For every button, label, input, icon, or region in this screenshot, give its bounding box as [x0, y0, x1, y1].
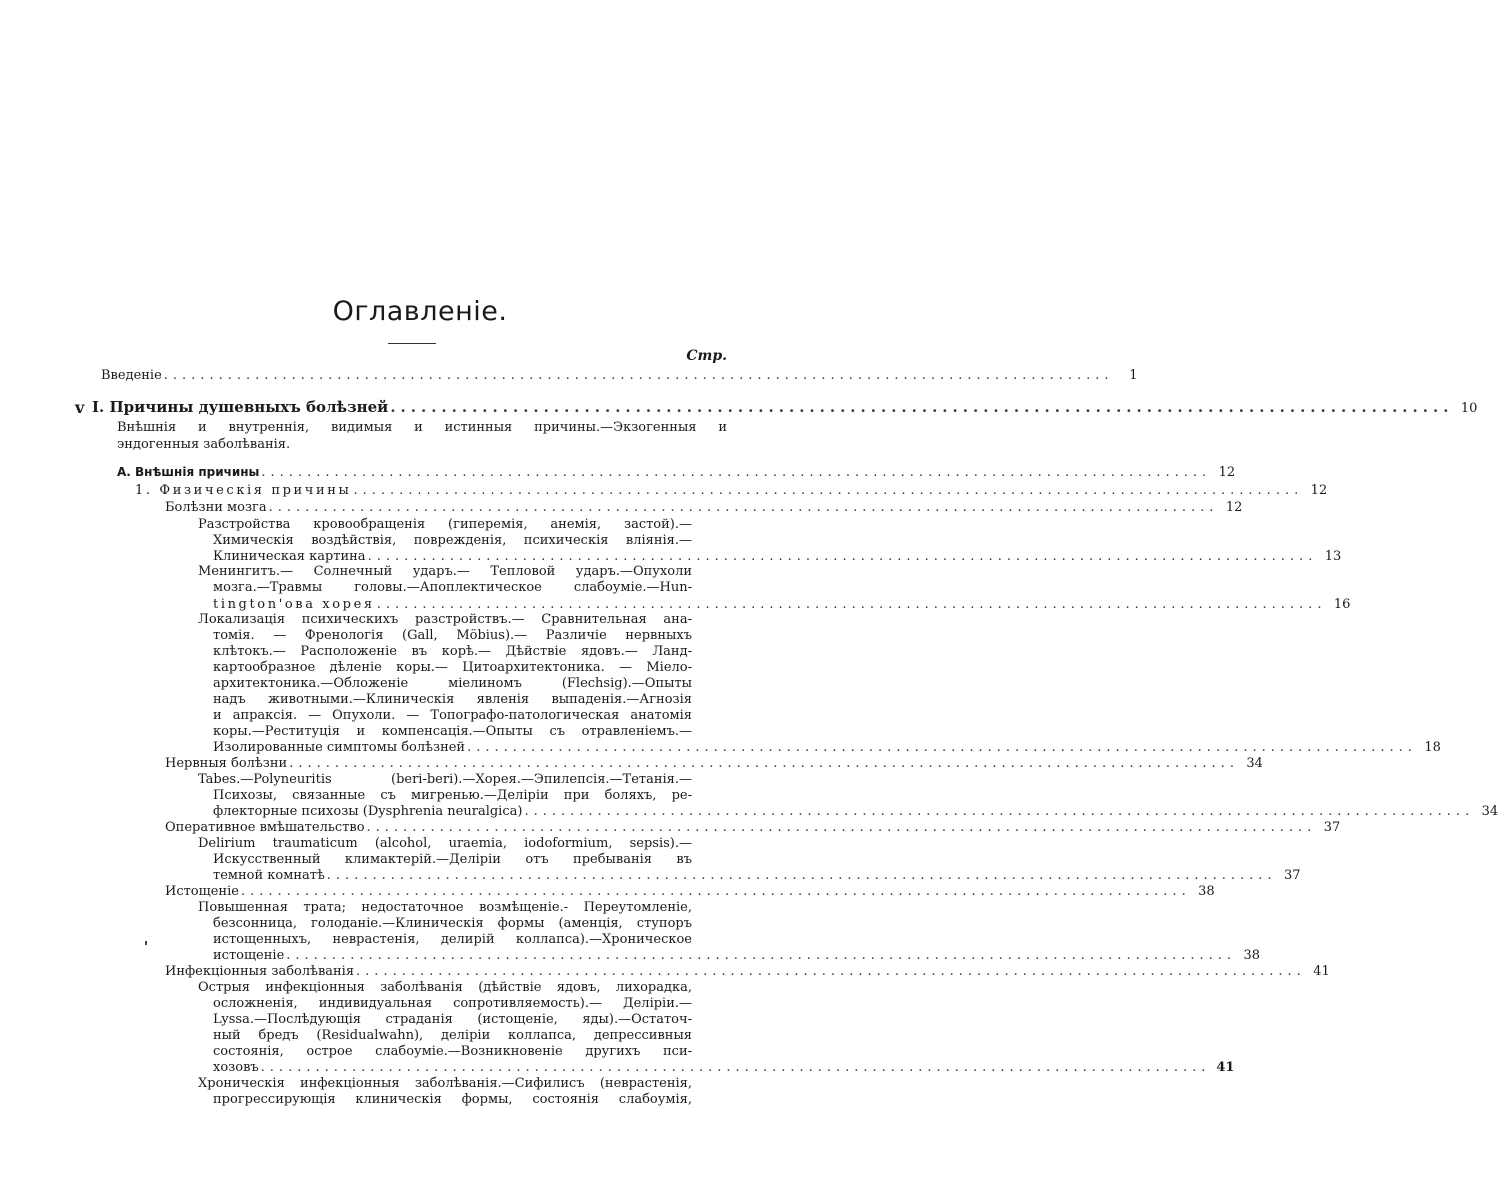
- toc-description-line: Tabes.—Polyneuritis (beri-beri).—Хорея.—Эпилепсія.—Тетанія.—: [198, 772, 692, 787]
- toc-entry-text: А. Внѣшнія причины: [117, 465, 260, 479]
- toc-entry-page: 18: [1424, 740, 1441, 755]
- toc-description-line: надъ животными.—Клиническія явленія выпаденія.—Агнозія: [213, 692, 692, 707]
- toc-description-line: архитектоника.—Обложеніе міелиномъ (Flechsig).—Опыты: [213, 676, 692, 691]
- toc-entry-page: 38: [1243, 948, 1261, 963]
- toc-entry-text: 1. Физическія причины: [135, 483, 352, 498]
- toc-entry-page: 12: [1225, 500, 1243, 515]
- toc-entry-text: Инфекціонныя заболѣванія: [165, 964, 355, 979]
- toc-description-line: Хроническія инфекціонныя заболѣванія.—Сифилисъ (неврастенія,: [198, 1076, 692, 1091]
- leader-dots: ........................................................................................................: [366, 820, 1317, 835]
- check-mark: v: [75, 398, 85, 417]
- toc-entry-text: хозовъ: [213, 1060, 259, 1075]
- toc-description-line: картообразное дѣленіе коры.— Цитоархитектоника. — Міело-: [213, 660, 692, 675]
- toc-description-line: истощенныхъ, неврастенія, делирій коллапса).—Хроническое: [213, 932, 692, 947]
- toc-description-line: Повышенная трата; недостаточное возмѣщеніе.- Переутомленіе,: [198, 900, 692, 915]
- toc-description-line: Психозы, связанные съ мигренью.—Деліріи при боляхъ, ре-: [213, 788, 692, 803]
- toc-entry-page: 12: [1310, 483, 1328, 498]
- toc-entry-text: Болѣзни мозга: [165, 500, 267, 515]
- toc-entry-text: Оперативное вмѣшательство: [165, 820, 365, 835]
- leader-dots: ........................................................................................................: [260, 1060, 1211, 1075]
- toc-entry-text: истощеніе: [213, 948, 285, 963]
- toc-entry-text: флекторные психозы (Dysphrenia neuralgica): [213, 804, 523, 819]
- toc-entry-physical-causes[interactable]: [135, 482, 1328, 500]
- toc-description-line: осложненія, индивидуальная сопротивляемость).— Деліріи.—: [213, 996, 692, 1011]
- toc-entry-section-a[interactable]: [117, 463, 1236, 481]
- toc-description-line: прогрессирующія клиническія формы, состоянія слабоумія,: [213, 1092, 692, 1107]
- toc-entry-page: 41: [1216, 1060, 1235, 1075]
- toc-entry-introduction[interactable]: [101, 367, 1138, 385]
- toc-entry-text: I. Причины душевныхъ болѣзней: [92, 398, 389, 416]
- margin-mark: [145, 941, 147, 945]
- toc-description-line: эндогенныя заболѣванія.: [117, 437, 291, 452]
- leader-dots: ........................................................................................................: [268, 500, 1219, 515]
- toc-description-line: Разстройства кровообращенія (гиперемія, анемія, застой).—: [198, 517, 692, 532]
- toc-description-line: Химическія воздѣйствія, поврежденія, психическія вліянія.—: [213, 533, 692, 548]
- toc-entry-page: 16: [1333, 597, 1351, 612]
- toc-entry-page: 37: [1323, 820, 1341, 835]
- toc-entry-page: 10: [1460, 401, 1478, 416]
- toc-description-line: коры.—Реституція и компенсація.—Опыты съ отравленіемъ.—: [213, 724, 692, 739]
- toc-entry-text: Нервныя болѣзни: [165, 756, 288, 771]
- toc-entry-page: 38: [1198, 884, 1215, 899]
- leader-dots: ........................................................................................................: [367, 549, 1318, 564]
- toc-entry-text: Введеніе: [101, 368, 162, 383]
- leader-dots: ........................................................................................................: [467, 740, 1417, 755]
- leader-dots: ........................................................................................................: [353, 483, 1304, 498]
- leader-dots: ........................................................................................................: [524, 804, 1475, 819]
- toc-description-line: томія. — Френологія (Gall, Möbius).— Различіе нервныхъ: [213, 628, 692, 643]
- title-divider: [388, 343, 436, 344]
- toc-entry-page: 1: [1129, 368, 1138, 383]
- toc-description-line: и апраксія. — Опухоли. — Топографо-патологическая анатомія: [213, 708, 692, 723]
- leader-dots: ........................................................................................................: [390, 398, 1454, 416]
- leader-dots: ........................................................................................................: [286, 948, 1237, 963]
- leader-dots: ........................................................................................................: [163, 368, 1114, 383]
- toc-description-line: Delirium traumaticum (alcohol, uraemia, iodoformium, sepsis).—: [198, 836, 692, 851]
- toc-description-line: ный бредъ (Residualwahn), деліріи коллапса, депрессивныя: [213, 1028, 692, 1043]
- toc-description-line: клѣтокъ.— Расположеніе въ корѣ.— Дѣйствіе ядовъ.— Ланд-: [213, 644, 692, 659]
- leader-dots: ........................................................................................................: [376, 597, 1327, 612]
- leader-dots: ........................................................................................................: [326, 868, 1277, 883]
- toc-description-line: Локализація психическихъ разстройствъ.— Сравнительная ана-: [198, 612, 692, 627]
- toc-description-line: состоянія, острое слабоуміе.—Возникновеніе другихъ пси-: [213, 1044, 692, 1059]
- toc-description-line: Внѣшнія и внутреннія, видимыя и истинныя причины.—Экзогенныя и: [117, 420, 727, 435]
- toc-entry-text: tington'ова хорея: [213, 597, 375, 612]
- toc-entry-page: 41: [1313, 964, 1330, 979]
- toc-entry-page: 12: [1218, 465, 1236, 480]
- toc-description-line: Искусственный климактерій.—Деліріи отъ пребыванія въ: [213, 852, 692, 867]
- toc-entry-brain-diseases[interactable]: [165, 499, 1243, 517]
- leader-dots: ........................................................................................................: [240, 884, 1191, 899]
- toc-entry-text: Изолированные симптомы болѣзней: [213, 740, 466, 755]
- toc-entry-page: 34: [1246, 756, 1263, 771]
- leader-dots: ........................................................................................................: [289, 756, 1239, 771]
- toc-entry-text: Клиническая картина: [213, 549, 366, 564]
- toc-entry-chapter-1[interactable]: [92, 398, 1478, 416]
- toc-description-line: безсонница, голоданіе.—Клиническія формы (аменція, ступоръ: [213, 916, 692, 931]
- toc-entry-text: Истощеніе: [165, 884, 239, 899]
- leader-dots: ........................................................................................................: [261, 465, 1212, 480]
- pages-column-header: Стр.: [686, 348, 727, 364]
- toc-description-line: Менингитъ.— Солнечный ударъ.— Тепловой ударъ.—Опухоли: [198, 564, 692, 579]
- toc-description-line: Острыя инфекціонныя заболѣванія (дѣйствіе ядовъ, лихорадка,: [198, 980, 692, 995]
- toc-description-line: Lyssa.—Послѣдующія страданія (истощеніе, яды).—Остаточ-: [213, 1012, 692, 1027]
- toc-description-line: мозга.—Травмы головы.—Апоплектическое слабоуміе.—Hun-: [213, 580, 692, 595]
- leader-dots: ........................................................................................................: [356, 964, 1306, 979]
- toc-entry-page: 13: [1324, 549, 1342, 564]
- toc-entry-text: темной комнатѣ: [213, 868, 325, 883]
- page-title: Оглавленіе.: [332, 296, 508, 327]
- toc-entry-page: 34: [1481, 804, 1498, 819]
- toc-entry-page: 37: [1284, 868, 1301, 883]
